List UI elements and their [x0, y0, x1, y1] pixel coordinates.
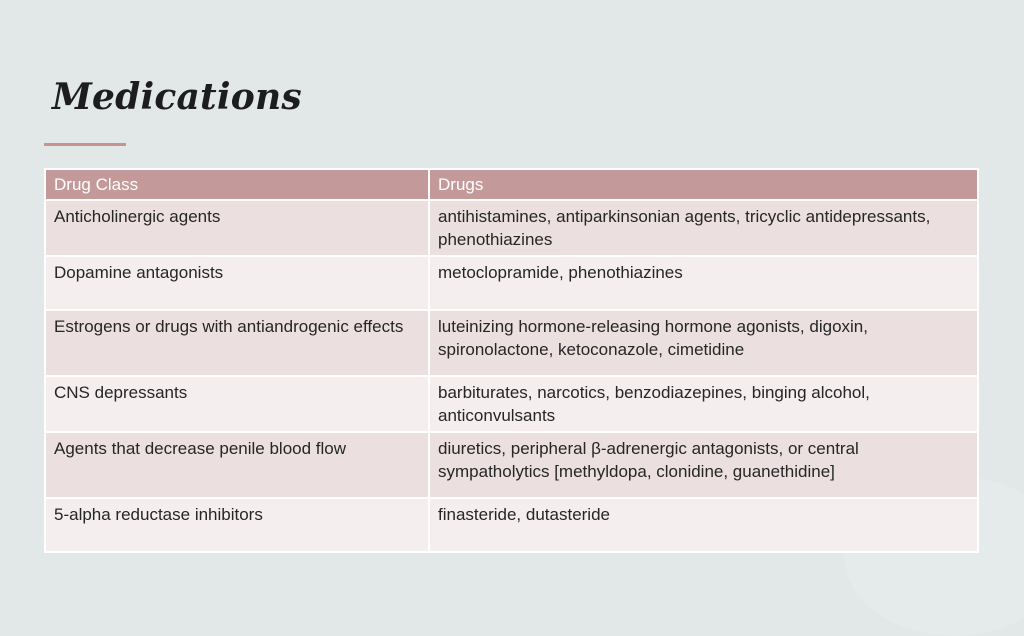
table-row [45, 310, 978, 376]
drug-class-cell: Anticholinergic agents [45, 200, 429, 256]
drugs-cell: barbiturates, narcotics, benzodiazepines, binging alcohol, anticonvulsants [429, 376, 978, 432]
drug-class-cell: 5-alpha reductase inhibitors [45, 498, 429, 552]
drugs-cell: luteinizing hormone-releasing hormone agonists, digoxin, spironolactone, ketoconazole, cimetidine [429, 310, 978, 376]
table-header-row [45, 169, 978, 200]
drug-class-cell: Agents that decrease penile blood flow [45, 432, 429, 498]
table-row [45, 498, 978, 552]
drugs-cell: diuretics, peripheral β-adrenergic antagonists, or central sympatholytics [methyldopa, clonidine, guanethidine] [429, 432, 978, 498]
table-row [45, 200, 978, 256]
drug-class-cell: CNS depressants [45, 376, 429, 432]
slide-title: Medications [52, 76, 302, 118]
drugs-cell: antihistamines, antiparkinsonian agents, tricyclic antidepressants, phenothiazines [429, 200, 978, 256]
table-row [45, 256, 978, 310]
table-row [45, 432, 978, 498]
table-row [45, 376, 978, 432]
header-drug-class: Drug Class [45, 169, 429, 200]
drug-class-cell: Dopamine antagonists [45, 256, 429, 310]
drugs-cell: finasteride, dutasteride [429, 498, 978, 552]
header-drugs: Drugs [429, 169, 978, 200]
drug-class-cell: Estrogens or drugs with antiandrogenic effects [45, 310, 429, 376]
drugs-cell: metoclopramide, phenothiazines [429, 256, 978, 310]
medications-table [44, 168, 979, 553]
title-underline [44, 143, 126, 146]
